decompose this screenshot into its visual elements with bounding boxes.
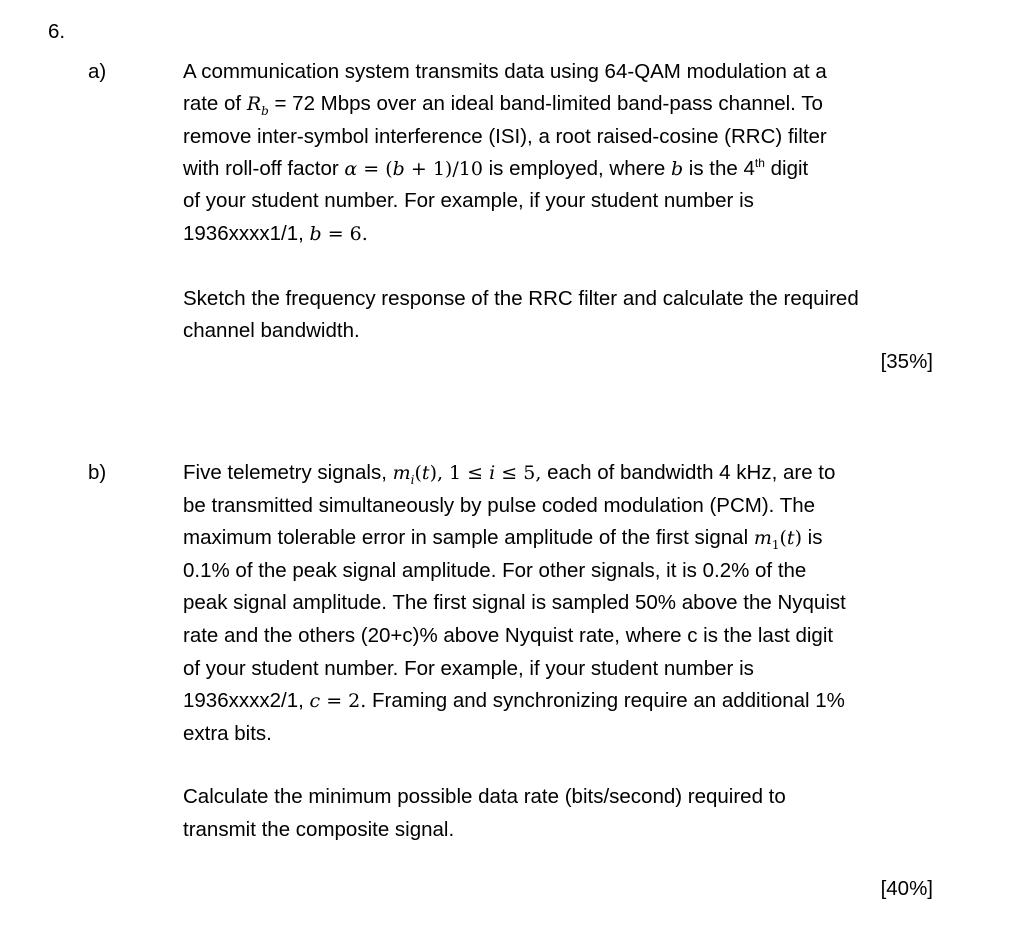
text-line — [183, 461, 836, 488]
math-segment: t — [786, 527, 795, 550]
text-line — [183, 526, 823, 553]
text-segment: with roll-off factor — [183, 156, 345, 180]
math-segment: m — [753, 527, 772, 550]
text-segment: is the 4 — [683, 156, 755, 180]
text-line — [183, 60, 827, 84]
math-segment: ), 1 ≤ — [429, 462, 490, 484]
text-segment: Calculate the minimum possible data rate (bits/second) required to — [183, 785, 786, 808]
math-segment: t — [421, 462, 430, 484]
math-segment: ( — [779, 527, 787, 550]
math-segment: th — [754, 156, 765, 171]
part-a-label: a) — [88, 60, 107, 83]
math-segment: b — [261, 104, 269, 119]
text-line — [183, 559, 806, 583]
text-segment: 1936xxxx2/1, — [183, 689, 310, 713]
math-segment: b — [670, 157, 684, 180]
text-segment: each of bandwidth 4 kHz, are to — [541, 461, 836, 484]
math-segment: = ( — [357, 157, 393, 180]
math-segment: α — [344, 157, 358, 180]
math-segment: ) — [794, 527, 802, 550]
text-segment: of your student number. For example, if your student number is — [183, 189, 754, 213]
text-segment: maximum tolerable error in sample amplitude of the first signal — [183, 526, 754, 550]
math-segment: + 1)/10 — [404, 157, 483, 180]
text-line — [183, 624, 833, 648]
text-segment: A communication system transmits data using 64-QAM modulation at a — [183, 60, 827, 83]
text-line — [183, 785, 786, 809]
text-line — [183, 125, 827, 149]
math-segment: b — [309, 222, 322, 245]
text-line — [183, 157, 808, 181]
math-segment: i — [410, 473, 415, 488]
text-line — [183, 92, 823, 119]
text-segment: rate and the others (20+c)% above Nyquist rate, where c is the last digit — [183, 624, 834, 647]
text-segment: is — [801, 526, 823, 550]
text-line — [183, 189, 754, 213]
text-segment: of your student number. For example, if your student number is — [183, 656, 754, 680]
text-segment: is employed, where — [482, 156, 671, 180]
text-segment: be transmitted simultaneously by pulse coded modulation (PCM). The — [183, 493, 816, 517]
math-segment: 1 — [771, 538, 780, 553]
text-line — [183, 494, 815, 518]
text-segment: rate of — [183, 92, 247, 116]
text-segment: Sketch the frequency response of the RRC filter and calculate the required — [183, 287, 859, 310]
text-segment: Five telemetry signals, — [183, 461, 393, 484]
part-a-marks: [35%] — [880, 350, 933, 373]
math-segment: R — [246, 93, 262, 116]
text-line — [183, 591, 846, 615]
math-segment: b — [392, 157, 405, 180]
text-segment: peak signal amplitude. The first signal is sampled 50% above the Nyquist — [183, 591, 846, 615]
text-line — [183, 818, 454, 842]
text-line — [183, 319, 360, 343]
part-b-label: b) — [88, 461, 107, 484]
math-segment: ( — [414, 462, 422, 484]
question-number: 6. — [48, 20, 66, 43]
text-segment: remove inter-symbol interference (ISI), a root raised-cosine (RRC) filter — [183, 124, 827, 148]
text-segment: digit — [764, 156, 809, 180]
text-line — [183, 689, 845, 713]
math-segment: = 6. — [321, 222, 368, 245]
text-segment: = 72 Mbps over an ideal band-limited band-pass channel. To — [268, 92, 823, 116]
part-b-marks: [40%] — [880, 877, 933, 900]
math-segment: ≤ 5, — [495, 462, 542, 484]
math-segment: i — [489, 462, 496, 484]
text-line — [183, 287, 859, 311]
text-segment: channel bandwidth. — [183, 319, 360, 343]
text-segment: Framing and synchronizing require an additional 1% — [366, 689, 845, 713]
text-segment: 1936xxxx1/1, — [183, 221, 310, 245]
text-segment: 0.1% of the peak signal amplitude. For other signals, it is 0.2% of the — [183, 558, 807, 582]
text-segment: transmit the composite signal. — [183, 817, 455, 841]
math-segment: m — [392, 462, 411, 484]
text-line — [183, 657, 754, 681]
text-line — [183, 722, 272, 746]
text-line — [183, 222, 368, 246]
math-segment: c — [309, 690, 321, 713]
text-segment: extra bits. — [183, 721, 272, 745]
math-segment: = 2. — [320, 690, 367, 713]
